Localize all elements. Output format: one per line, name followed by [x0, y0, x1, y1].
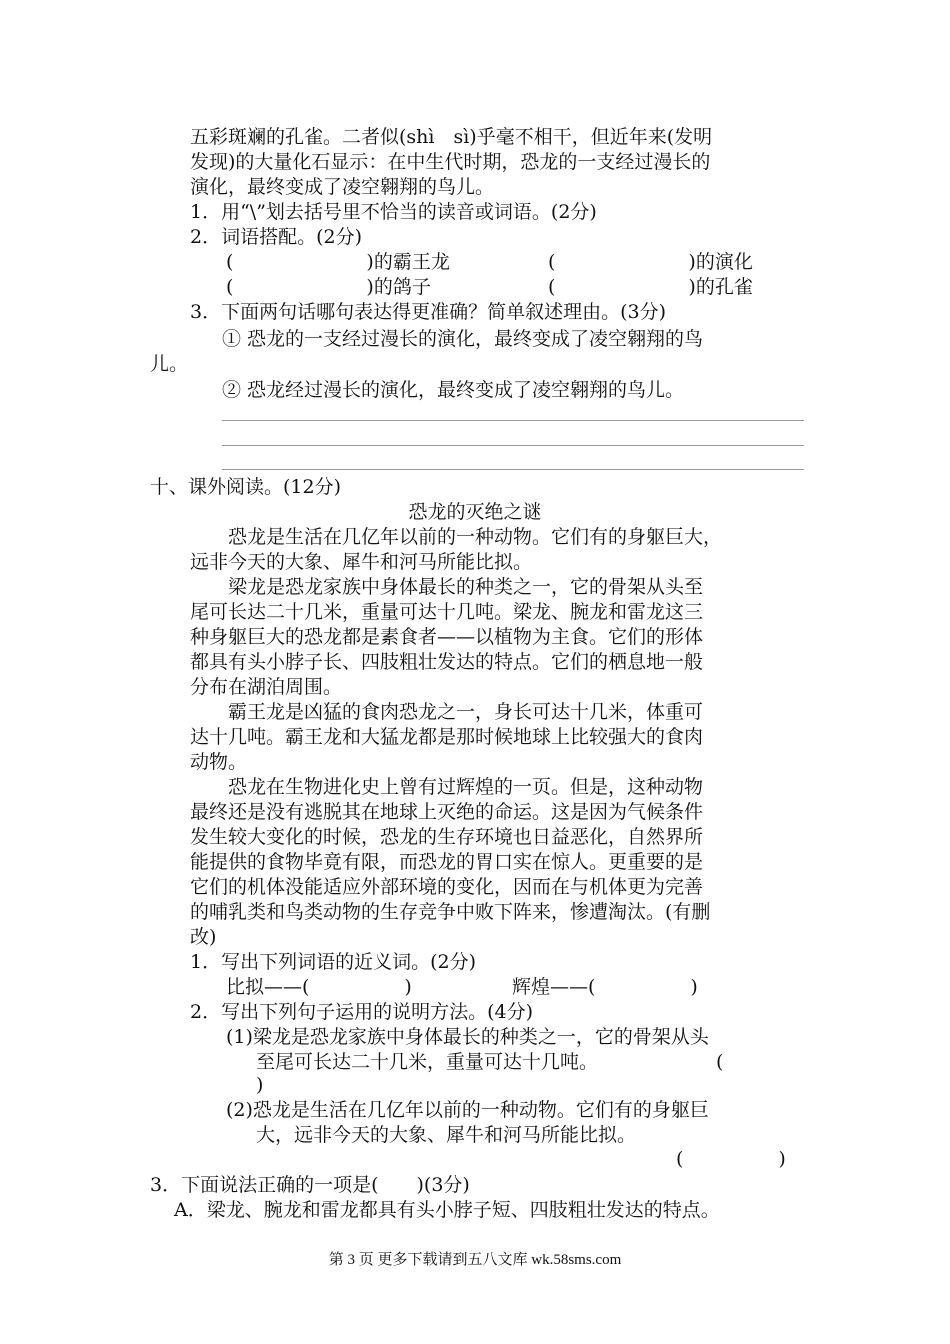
sub-question: (1)梁龙是恐龙家族中身体最长的种类之一，它的骨架从头	[226, 1026, 709, 1048]
passage-line: 种身躯巨大的恐龙都是素食者——以植物为主食。它们的形体	[190, 626, 704, 648]
reading-question-2: 2．写出下列句子运用的说明方法。(4分)	[190, 1001, 534, 1023]
intro-line: 五彩斑斓的孔雀。二者似(shì sì)乎毫不相干，但近年来(发明	[190, 126, 713, 148]
reading-question-3: 3．下面说法正确的一项是( )(3分)	[150, 1174, 470, 1196]
answer-blank-open[interactable]: (	[716, 1051, 724, 1073]
answer-line[interactable]	[222, 445, 804, 446]
pair-blank[interactable]: ( )的孔雀	[548, 276, 753, 298]
question-1: 1．用“\”划去括号里不恰当的读音或词语。(2分)	[190, 201, 597, 223]
answer-blank-close[interactable]: )	[256, 1074, 264, 1096]
passage-line: 恐龙是生活在几亿年以前的一种动物。它们有的身躯巨大，	[190, 526, 723, 548]
reading-question-1: 1．写出下列词语的近义词。(2分)	[190, 951, 477, 973]
question-2: 2．词语搭配。(2分)	[190, 226, 363, 248]
passage-line: 它们的机体没能适应外部环境的变化，因而在与机体更为完善	[190, 876, 704, 898]
sub-question-cont: 大，远非今天的大象、犀牛和河马所能比拟。	[256, 1124, 637, 1146]
sentence-2: ② 恐龙经过漫长的演化，最终变成了凌空翱翔的鸟儿。	[222, 379, 685, 401]
pair-blank[interactable]: ( )的鸽子	[226, 276, 431, 298]
synonym-blank[interactable]: 辉煌——( )	[512, 976, 698, 998]
section-heading: 十、课外阅读。(12分)	[150, 476, 342, 498]
passage-line: 能提供的食物毕竟有限，而恐龙的胃口实在惊人。更重要的是	[190, 851, 704, 873]
synonym-blank[interactable]: 比拟——( )	[226, 976, 412, 998]
passage-line: 远非今天的大象、犀牛和河马所能比拟。	[190, 551, 533, 573]
sentence-1-cont: 儿。	[150, 353, 189, 375]
sub-question: (2)恐龙是生活在几亿年以前的一种动物。它们有的身躯巨	[226, 1099, 709, 1121]
answer-blank[interactable]: ( )	[676, 1148, 786, 1170]
passage-line: 动物。	[190, 751, 248, 773]
passage-line: 分布在湖泊周围。	[190, 676, 343, 698]
intro-line: 发现)的大量化石显示：在中生代时期，恐龙的一支经过漫长的	[190, 151, 711, 173]
passage-line: 尾可长达二十几米，重量可达十几吨。梁龙、腕龙和雷龙这三	[190, 601, 704, 623]
intro-line: 演化，最终变成了凌空翱翔的鸟儿。	[190, 176, 495, 198]
passage-line: 霸王龙是凶猛的食肉恐龙之一，身长可达十几米，体重可	[190, 701, 704, 723]
passage-line: 改)	[190, 926, 217, 948]
passage-line: 达十几吨。霸王龙和大猛龙都是那时候地球上比较强大的食肉	[190, 726, 704, 748]
passage-line: 最终还是没有逃脱其在地球上灭绝的命运。这是因为气候条件	[190, 801, 704, 823]
passage-title: 恐龙的灭绝之谜	[408, 501, 542, 523]
option-a[interactable]: A．梁龙、腕龙和雷龙都具有头小脖子短、四肢粗壮发达的特点。	[174, 1199, 720, 1221]
passage-line: 恐龙在生物进化史上曾有过辉煌的一页。但是，这种动物	[190, 776, 704, 798]
pair-blank[interactable]: ( )的霸王龙	[226, 251, 450, 273]
answer-line[interactable]	[222, 420, 804, 421]
answer-line[interactable]	[222, 469, 804, 470]
passage-line: 都具有头小脖子长、四肢粗壮发达的特点。它们的栖息地一般	[190, 651, 704, 673]
sub-question-cont: 至尾可长达二十几米，重量可达十几吨。	[256, 1051, 599, 1073]
page-footer: 第 3 页 更多下载请到五八文库 wk.58sms.com	[328, 1252, 622, 1268]
question-3: 3．下面两句话哪句表达得更准确？简单叙述理由。(3分)	[190, 301, 667, 323]
passage-line: 梁龙是恐龙家族中身体最长的种类之一，它的骨架从头至	[190, 576, 704, 598]
passage-line: 的哺乳类和鸟类动物的生存竞争中败下阵来，惨遭淘汰。(有删	[190, 901, 711, 923]
sentence-1: ① 恐龙的一支经过漫长的演化，最终变成了凌空翱翔的鸟	[222, 328, 704, 350]
pair-blank[interactable]: ( )的演化	[548, 251, 753, 273]
passage-line: 发生较大变化的时候，恐龙的生存环境也日益恶化，自然界所	[190, 826, 704, 848]
